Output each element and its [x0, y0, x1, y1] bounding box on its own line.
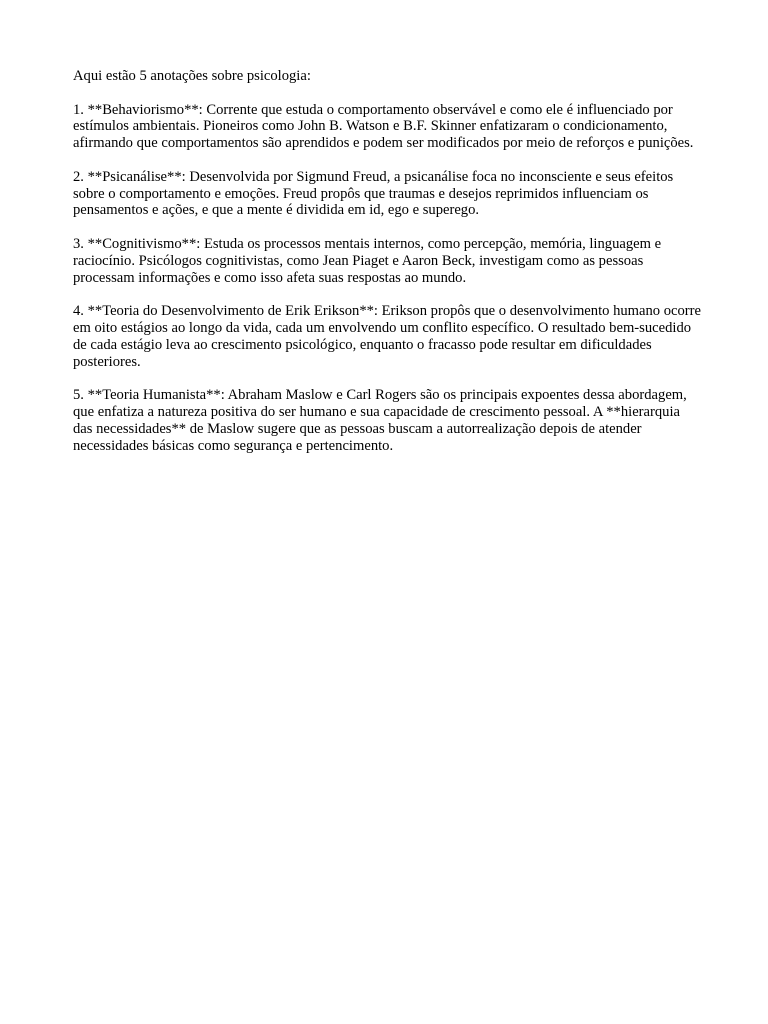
note-erikson: 4. **Teoria do Desenvolvimento de Erik Erikson**: Erikson propôs que o desenvolvimento humano ocorre em oito estágios ao longo da vida, cada um envolvendo um conflito específico. O resultado bem-sucedido de cada estágio leva ao crescimento psicológico, enquanto o fracasso pode resultar em dificuldades posteriores. — [73, 303, 702, 370]
note-cognitivismo: 3. **Cognitivismo**: Estuda os processos mentais internos, como percepção, memória, linguagem e raciocínio. Psicólogos cognitivistas, como Jean Piaget e Aaron Beck, investigam como as pessoas processam informações e como isso afeta suas respostas ao mundo. — [73, 235, 662, 286]
note-psicanalise: 2. **Psicanálise**: Desenvolvida por Sigmund Freud, a psicanálise foca no inconsciente e seus efeitos sobre o comportamento e emoções. Freud propôs que traumas e desejos reprimidos influenciam os pensamentos e ações, e que a mente é dividida em id, ego e superego. — [73, 168, 674, 219]
document-page — [73, 68, 701, 471]
intro-text: Aqui estão 5 anotações sobre psicologia: — [73, 68, 311, 84]
note-humanista: 5. **Teoria Humanista**: Abraham Maslow e Carl Rogers são os principais expoentes dessa abordagem, que enfatiza a natureza positiva do ser humano e sua capacidade de crescimento pessoal. A **hierarquia das necessidades** de Maslow sugere que as pessoas buscam a autorrealização depois de atender necessidades básicas como segurança e pertencimento. — [73, 387, 687, 454]
note-behaviorismo: 1. **Behaviorismo**: Corrente que estuda o comportamento observável e como ele é influenciado por estímulos ambientais. Pioneiros como John B. Watson e B.F. Skinner enfatizaram o condicionamento, afirmando que comportamentos são aprendidos e podem ser modificados por meio de reforços e punições. — [73, 101, 694, 152]
